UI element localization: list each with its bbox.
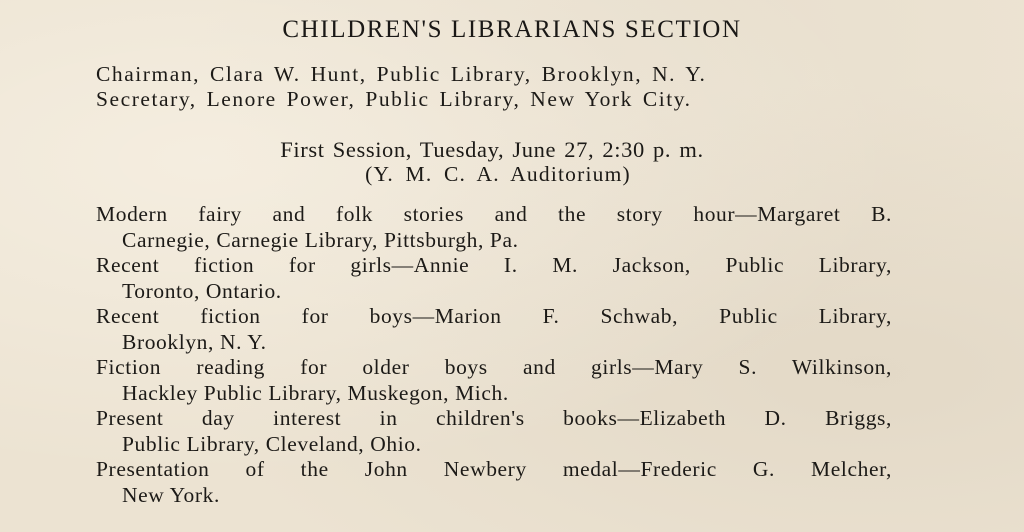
program-item-topic: Fiction reading for older boys and girls—Mary S. Wilkinson, xyxy=(96,355,892,379)
program-item-topic: Recent fiction for girls—Annie I. M. Jackson, Public Library, xyxy=(96,253,892,277)
session-location: (Y. M. C. A. Auditorium) xyxy=(365,162,631,186)
program-item xyxy=(96,457,896,508)
program-item-topic: Modern fairy and folk stories and the story hour—Margaret B. xyxy=(96,202,892,226)
session-title: First Session, Tuesday, June 27, 2:30 p. m. xyxy=(280,137,704,162)
program-item xyxy=(96,253,896,304)
secretary-line: Secretary, Lenore Power, Public Library, New York City. xyxy=(96,87,692,111)
program-item-speaker: Hackley Public Library, Muskegon, Mich. xyxy=(122,380,509,405)
program-list xyxy=(96,202,896,508)
section-title: CHILDREN'S LIBRARIANS SECTION xyxy=(282,16,742,43)
program-item-speaker: New York. xyxy=(122,482,220,507)
program-item-topic: Present day interest in children's books—Elizabeth D. Briggs, xyxy=(96,406,892,430)
program-item-speaker: Toronto, Ontario. xyxy=(122,278,282,303)
chairman-line: Chairman, Clara W. Hunt, Public Library, Brooklyn, N. Y. xyxy=(96,62,707,86)
program-item xyxy=(96,202,896,253)
program-item-speaker: Brooklyn, N. Y. xyxy=(122,329,267,354)
program-item xyxy=(96,355,896,406)
program-item xyxy=(96,304,896,355)
program-item-topic: Recent fiction for boys—Marion F. Schwab, Public Library, xyxy=(96,304,892,328)
program-item-speaker: Carnegie, Carnegie Library, Pittsburgh, Pa. xyxy=(122,227,519,252)
program-item-topic: Presentation of the John Newbery medal—Frederic G. Melcher, xyxy=(96,457,892,481)
program-item-speaker: Public Library, Cleveland, Ohio. xyxy=(122,431,422,456)
program-item xyxy=(96,406,896,457)
